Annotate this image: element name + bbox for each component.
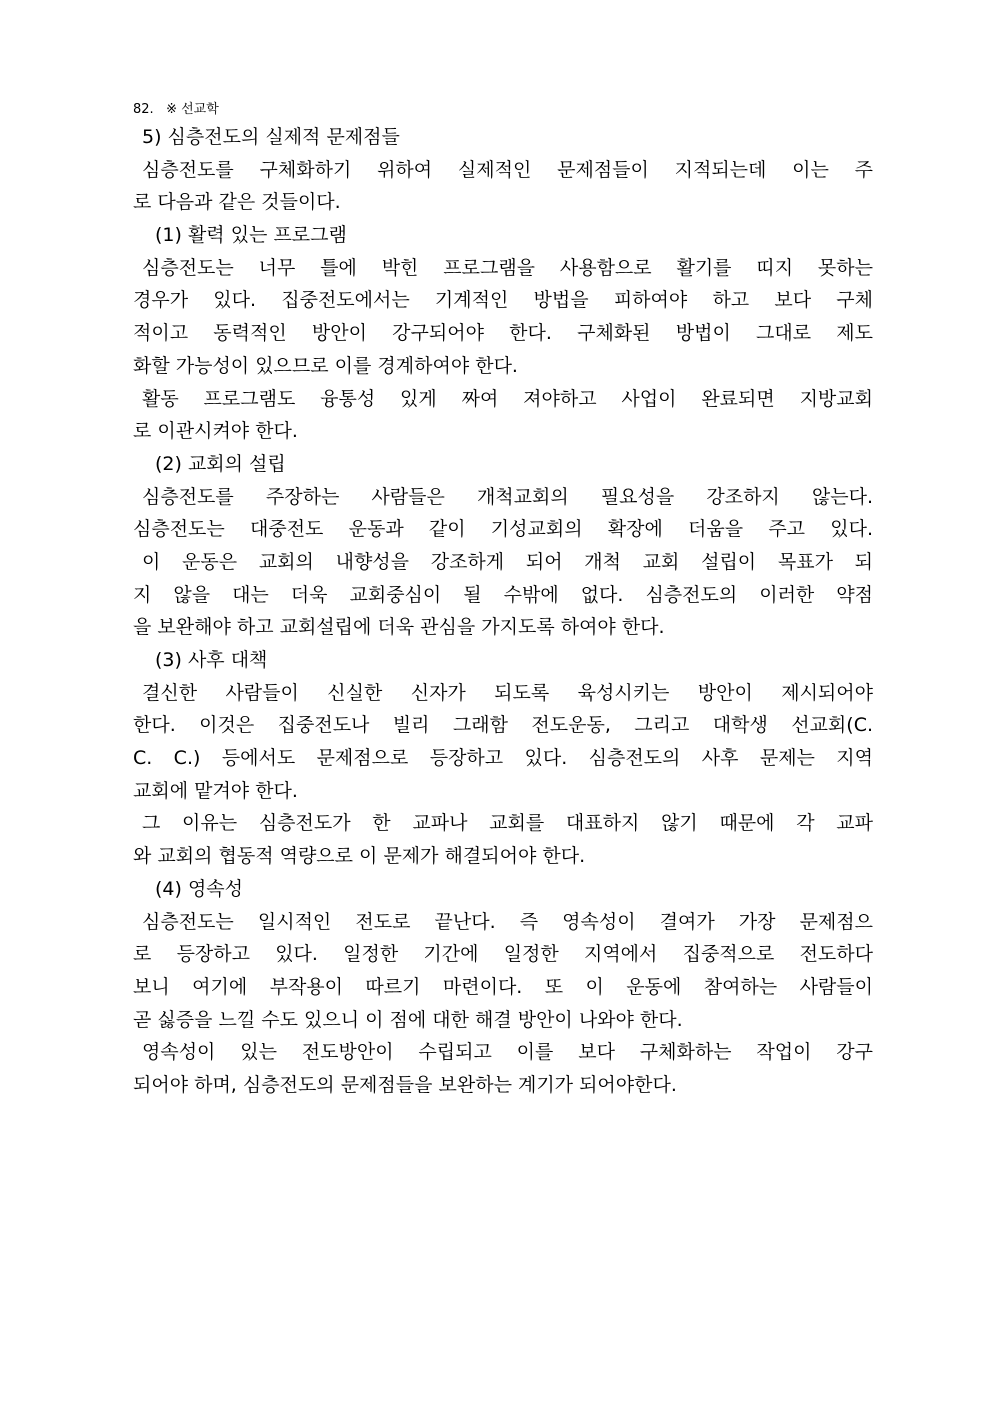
text-line: 이 운동은 교회의 내향성을 강조하게 되어 개척 교회 설립이 목표가 되: [142, 550, 873, 573]
text-line: 로 다음과 같은 것들이다.: [133, 191, 341, 214]
text-line: 지 않을 대는 더욱 교회중심이 될 수밖에 없다. 심층전도의 이러한 약점: [133, 583, 873, 606]
text-line: 교회에 맡겨야 한다.: [133, 779, 298, 802]
text-line: 영속성이 있는 전도방안이 수립되고 이를 보다 구체화하는 작업이 강구: [142, 1041, 873, 1064]
text-line: 활동 프로그램도 융통성 있게 짜여 져야하고 사업이 완료되면 지방교회: [142, 387, 873, 410]
text-line: 되어야 하며, 심층전도의 문제점들을 보완하는 계기가 되어야한다.: [133, 1073, 677, 1096]
text-line: 보니 여기에 부작용이 따르기 마련이다. 또 이 운동에 참여하는 사람들이: [133, 975, 873, 998]
text-line: 그 이유는 심층전도가 한 교파나 교회를 대표하지 않기 때문에 각 교파: [142, 812, 873, 835]
page-header: [133, 98, 219, 117]
text-line: 로 등장하고 있다. 일정한 기간에 일정한 지역에서 집중적으로 전도하다: [133, 943, 873, 966]
section-heading: 5) 심층전도의 실제적 문제점들: [142, 126, 400, 148]
text-line: 심층전도를 주장하는 사람들은 개척교회의 필요성을 강조하지 않는다.: [142, 485, 873, 508]
text-line: 심층전도는 대중전도 운동과 같이 기성교회의 확장에 더움을 주고 있다.: [133, 518, 873, 541]
text-line: 심층전도는 너무 틀에 박힌 프로그램을 사용함으로 활기를 띠지 못하는: [142, 256, 873, 279]
text-line: 적이고 동력적인 방안이 강구되어야 한다. 구체화된 방법이 그대로 제도: [133, 322, 873, 345]
text-line: 화할 가능성이 있으므로 이를 경계하여야 한다.: [133, 354, 518, 377]
text-line: 심층전도는 일시적인 전도로 끝난다. 즉 영속성이 결여가 가장 문제점으: [142, 910, 873, 933]
text-line: 심층전도를 구체화하기 위하여 실제적인 문제점들이 지적되는데 이는 주: [142, 158, 873, 181]
text-line: 결신한 사람들이 신실한 신자가 되도록 육성시키는 방안이 제시되어야: [142, 681, 873, 704]
subsection-heading: (2) 교회의 설립: [155, 452, 286, 475]
subsection-heading: (1) 활력 있는 프로그램: [155, 224, 347, 247]
document-body: [133, 121, 873, 1102]
text-line: 경우가 있다. 집중전도에서는 기계적인 방법을 피하여야 하고 보다 구체: [133, 289, 873, 312]
text-line: 로 이관시켜야 한다.: [133, 420, 298, 443]
text-line: C. C.) 등에서도 문제점으로 등장하고 있다. 심층전도의 사후 문제는 지역: [133, 747, 873, 770]
text-line: 곧 싫증을 느낄 수도 있으니 이 점에 대한 해결 방안이 나와야 한다.: [133, 1008, 683, 1031]
subsection-heading: (4) 영속성: [155, 877, 244, 900]
page-number: 82.: [133, 102, 154, 117]
section-title: ※ 선교학: [166, 102, 219, 117]
text-line: 을 보완해야 하고 교회설립에 더욱 관심을 가지도록 하여야 한다.: [133, 616, 665, 639]
subsection-heading: (3) 사후 대책: [155, 649, 268, 671]
text-line: 한다. 이것은 집중전도나 빌리 그래함 전도운동, 그리고 대학생 선교회(C.: [133, 714, 873, 737]
text-line: 와 교회의 협동적 역량으로 이 문제가 해결되어야 한다.: [133, 845, 586, 868]
